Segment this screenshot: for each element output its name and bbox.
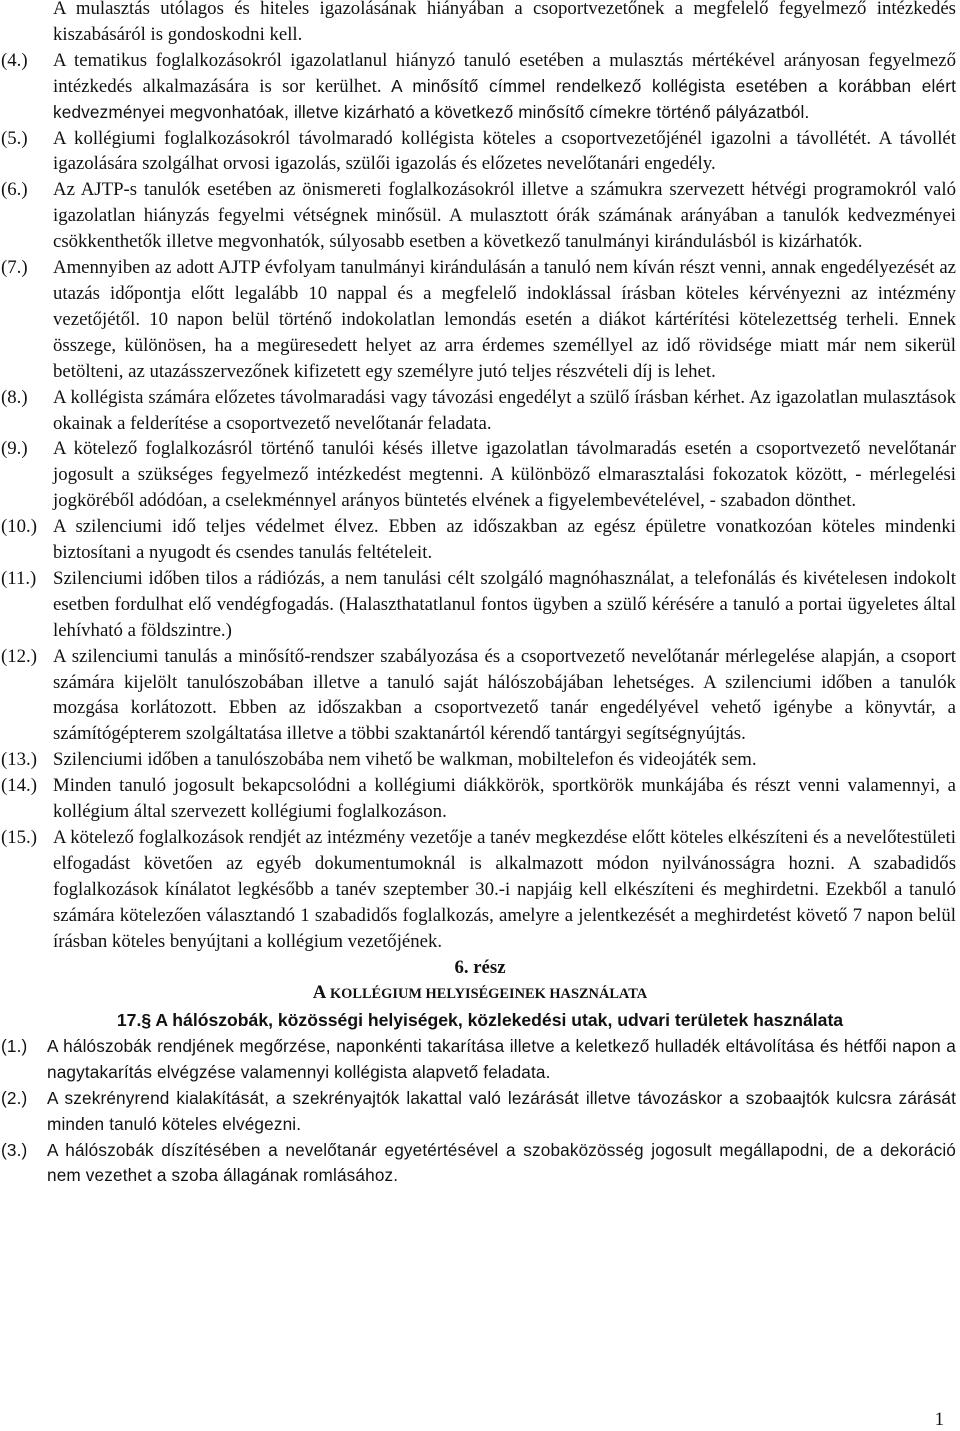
paragraph-number: (4.) [1,49,28,71]
numbered-paragraph-6 [0,177,960,255]
paragraph-number: (9.) [1,438,28,460]
paragraph-text: A szekrényrend kialakítását, a szekrényajtók lakattal való lezárását illetve távozáskor a szobaajtók kulcsra zárását minden tanuló köteles elvégezni. [47,1087,956,1134]
paragraph-number: (3.) [1,1139,28,1160]
paragraph-text: A hálószobák díszítésében a nevelőtanár egyetértésével a szobaközösség jogosult megállapodni, de a dekoráció nem vezethet a szoba állagának romlásához. [47,1139,956,1186]
section-title: 17.§ A hálószobák, közösségi helyiségek, közlekedési utak, udvari területek használata [116,1010,844,1031]
paragraph-text: A kollégista számára előzetes távolmaradási vagy távozási engedélyt a szülő írásban kérhet. Az igazolatlan mulasztások okainak a felderítése a csoportvezető nevelőtanár feladata. [53,386,956,434]
paragraph-number: (12.) [1,645,37,667]
page-number: 1 [934,1409,944,1430]
paragraph-text: Szilenciumi időben a tanulószobába nem vihető be walkman, mobiltelefon és videojáték sem. [53,749,757,771]
paragraph-number: (14.) [1,775,37,797]
paragraph-text: Szilenciumi időben tilos a rádiózás, a nem tanulási célt szolgáló magnóhasználat, a telefonálás és kivételesen indokolt esetben fordulhat elő vendégfogadás. (Halaszthatatlanul fontos ügyben a szülő kérésére a tanuló a portai ügyeletes által lehívható a földszintre.) [53,567,956,641]
paragraph-text: A hálószobák rendjének megőrzése, naponkénti takarítása illetve a keletkező hulladék eltávolítása és hétfői napon a nagytakarítás elvégzése valamennyi kollégista alapvető feladata. [47,1035,956,1082]
paragraph-number: (2.) [1,1087,28,1108]
section-paragraph-1 [0,1034,960,1086]
section-paragraph-3 [0,1138,960,1190]
numbered-paragraph-8 [0,385,960,437]
section-paragraph-2 [0,1086,960,1138]
paragraph-text: Amennyiben az adott AJTP évfolyam tanulmányi kirándulásán a tanuló nem kíván részt venni, annak engedélyezését az utazás időpontja előtt legalább 10 nappal és a megfelelő indoklással írásban köteles kérvényezni az intézmény vezetőjétől. 10 napon belül történő indokolatlan lemondás esetén a diákot kártérítési kötelezettség terheli. Ennek összege, különösen, ha a megüresedett helyet az arra érdemes személlyel az idő rövidsége miatt már nem sikerül betölteni, az utazásszervezőnek kifizetett egy személyre jutó teljes részvételi díj is lehet. [53,257,956,382]
numbered-paragraph-13 [0,747,960,773]
paragraph-number: (10.) [1,516,37,538]
paragraph-text: A kötelező foglalkozásról történő tanulói késés illetve igazolatlan távolmaradás esetén a csoportvezető nevelőtanár jogosult a szükséges fegyelmező intézkedést megtenni. A különböző elmarasztalási fokozatok között, - mérlegelési jogköréből adódóan, a cselekménnyel arányos büntetés elvének a figyelembevételével, - szabadon dönthet. [53,438,956,512]
paragraph-text-extra: A távollét igazolására szolgálhat orvosi igazolás, szülői igazolás és előzetes nevelőtanári engedély. [53,127,956,175]
paragraph-text: A mulasztás utólagos és hiteles igazolásának hiányában a csoportvezetőnek a megfelelő fegyelmező intézkedés kiszabásáról is gondoskodni kell. [53,0,956,45]
numbered-paragraph-9 [0,436,960,514]
paragraph-text: Az AJTP-s tanulók esetében az önismereti foglalkozásokról illetve a számukra szervezett hétvégi programokról való igazolatlan hiányzás fegyelmi vétségnek minősül. A mulasztott órák számának arányában a tanulók kedvezményei csökkenthetők illetve megvonhatók, súlyosabb esetben a következő tanulmányi kirándulásból is kizárhatók. [53,179,956,253]
numbered-paragraph-5 [0,126,960,178]
chapter-title-initial: A [312,982,327,1004]
paragraph-number: (11.) [1,567,37,589]
paragraph-number: (8.) [1,386,28,408]
chapter-title-rest: KOLLÉGIUM HELYISÉGEINEK HASZNÁLATA [326,986,648,1003]
paragraph-number: (1.) [1,1035,28,1056]
numbered-paragraph-4 [0,48,960,126]
paragraph-text: A szilenciumi idő teljes védelmet élvez. Ebben az időszakban az egész épületre vonatkozóan köteles mindenki biztosítani a nyugodt és csendes tanulás feltételeit. [53,516,956,564]
paragraph-continuation [0,0,960,48]
paragraph-text-extra: A minősítő címmel rendelkező kollégista esetében a korábban elért kedvezményei megvonhatóak, illetve kizárható a következő minősítő címekre történő pályázatból. [53,75,956,122]
paragraph-text: A kötelező foglalkozások rendjét az intézmény vezetője a tanév megkezdése előtt köteles elkészíteni és a nevelőtestületi elfogadást követően az egyéb dokumentumoknál is alkalmazott módon nyilvánosságra hozni. A szabadidős foglalkozások kínálatot legkésőbb a tanév szeptember 30.-i napjáig kell elkészíteni és meghirdetni. Ezekből a tanuló számára kötelezően választandó 1 szabadidős foglalkozás, amelyre a jelentkezését a meghirdetést követő 7 napon belül írásban köteles benyújtani a kollégium vezetőjének. [53,827,956,952]
paragraph-number: (15.) [1,827,37,848]
paragraph-number: (7.) [1,257,28,279]
chapter-title [0,980,960,1008]
paragraph-text: A szilenciumi tanulás a minősítő-rendszer szabályozása és a csoportvezető nevelőtanár mérlegelése alapján, a csoport számára kijelölt tanulószobában illetve a tanuló saját hálószobájában lehetséges. A szilenciumi időben a tanulók mozgása korlátozott. Ebben az időszakban a csoportvezető tanár engedélyével vehető igénybe a könyvtár, a számítógépterem szolgáltatása illetve a többi szaktanártól kérendő tantárgyi segítségnyújtás. [53,645,956,745]
paragraph-number: (5.) [1,127,28,149]
paragraph-number: (6.) [1,179,28,201]
paragraph-text: A tematikus foglalkozásokról igazolatlanul hiányzó tanuló esetében a mulasztás mértékével arányosan fegyelmező intézkedés alkalmazására is sor kerülhet. [53,49,956,97]
numbered-paragraph-15 [0,825,960,955]
numbered-paragraph-11 [0,566,960,644]
numbered-paragraph-14 [0,773,960,825]
numbered-paragraph-12 [0,644,960,748]
paragraph-text: Minden tanuló jogosult bekapcsolódni a kollégiumi diákkörök, sportkörök munkájába és részt venni valamennyi, a kollégium által szervezett kollégiumi foglalkozáson. [53,775,956,823]
paragraph-text: A kollégiumi foglalkozásokról távolmaradó kollégista köteles a csoportvezetőjénél igazolni a távollétét. [53,127,872,149]
numbered-paragraph-7 [0,255,960,385]
numbered-paragraph-10 [0,514,960,566]
part-title: 6. rész [454,956,506,978]
paragraph-number: (13.) [1,749,37,771]
